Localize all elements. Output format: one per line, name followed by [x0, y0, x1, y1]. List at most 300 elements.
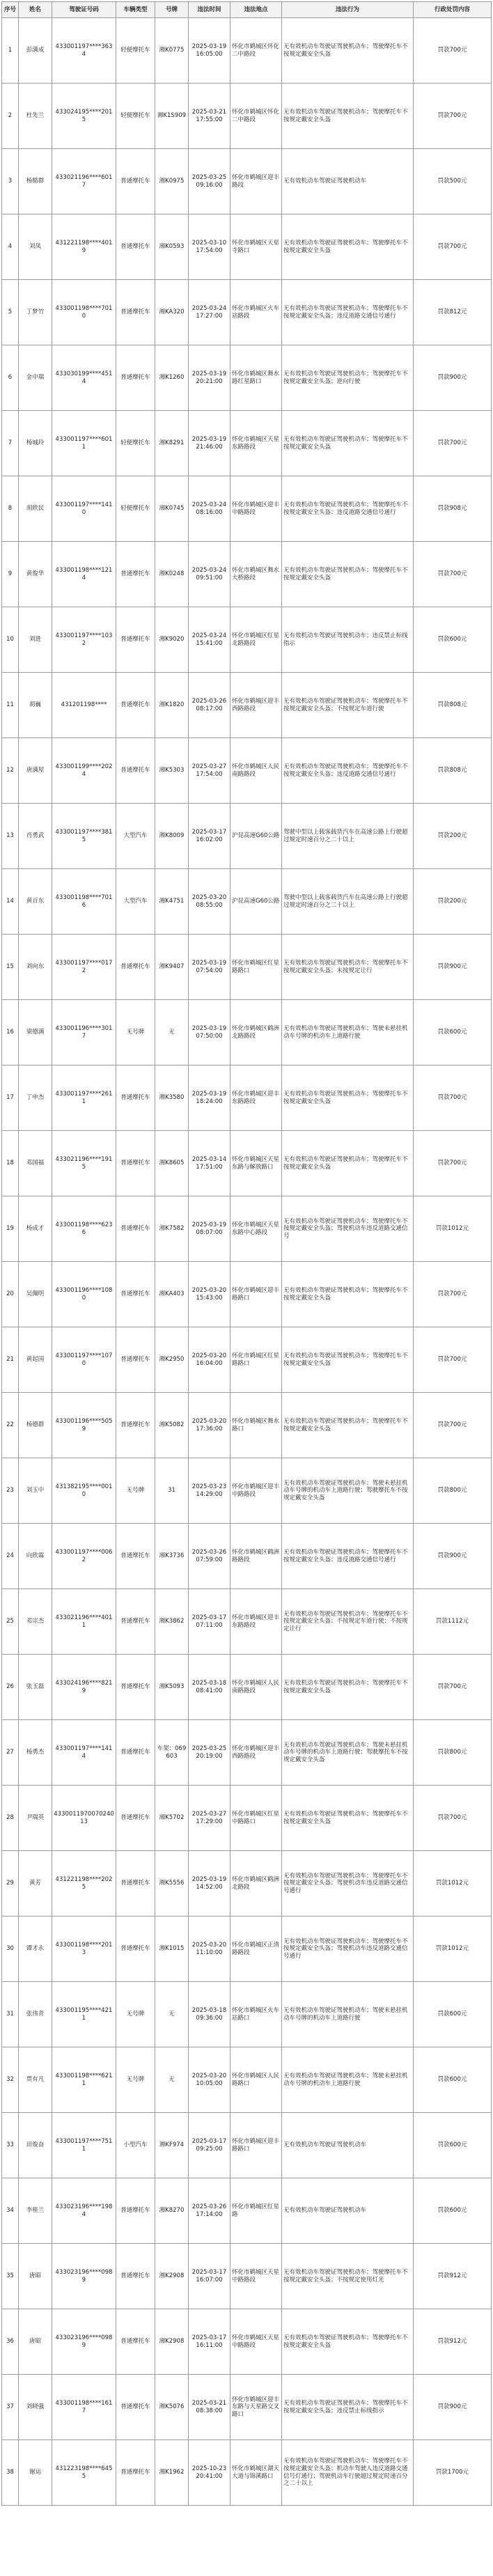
table-row: [2, 935, 492, 1000]
table-row: [2, 1982, 492, 2047]
cell-violation: 无有效机动车驾驶证驾驶机动车；驾驶摩托车不按规定戴安全头盔；违反道路交通信号通行: [282, 1524, 414, 1589]
cell-plate: 湘K5076: [155, 2375, 189, 2440]
cell-violation: 无有效机动车驾驶证驾驶机动车；驾驶摩托车不按规定戴安全头盔；未按规定让行: [282, 935, 414, 1000]
cell-penalty: 罚款1112元: [414, 1589, 492, 1655]
cell-penalty: 罚款500元: [414, 149, 492, 214]
cell-violation: 无有效机动车驾驶证驾驶机动车；驾驶摩托车不按规定戴安全头盔；驾驶机动车违反道路交通信号通行: [282, 1917, 414, 1982]
cell-license: 433001198****6236: [52, 1196, 116, 1262]
cell-index: 14: [2, 869, 19, 935]
cell-vehicle-type: 普通摩托车: [116, 1131, 155, 1196]
cell-location: 怀化市鹤城区迎丰路路口: [230, 1262, 282, 1327]
cell-time: 2025-10-23 20:41:00: [189, 2440, 230, 2506]
cell-index: 12: [2, 738, 19, 804]
cell-license: 433001197****3634: [52, 18, 116, 84]
cell-index: 21: [2, 1327, 19, 1393]
cell-violation: 无有效机动车驾驶证驾驶机动车；驾驶摩托车不按规定戴安全头盔: [282, 411, 414, 476]
cell-penalty: 罚款600元: [414, 1000, 492, 1065]
cell-time: 2025-03-19 16:05:00: [189, 18, 230, 84]
cell-index: 27: [2, 1720, 19, 1786]
cell-license: 433001198****1214: [52, 542, 116, 607]
cell-penalty: 罚款600元: [414, 2113, 492, 2178]
cell-violation: 无有效机动车驾驶证驾驶机动车；驾驶摩托车不按规定戴安全头盔；机动车驾驶人违反道路交通信号灯通行；驾驶机动车行驶超过规定时速百分之二十以上: [282, 2440, 414, 2506]
cell-penalty: 罚款900元: [414, 1524, 492, 1589]
cell-vehicle-type: 普通摩托车: [116, 1262, 155, 1327]
cell-index: 1: [2, 18, 19, 84]
cell-violation: 无有效机动车驾驶证驾驶机动车；驾驶摩托车不按规定戴安全头盔；逆向行驶: [282, 345, 414, 411]
cell-license: 433001197007024013: [52, 1786, 116, 1851]
cell-plate: 湘K9407: [155, 935, 189, 1000]
cell-name: 谭才永: [19, 1917, 52, 1982]
cell-location: 怀化市鹤城区天星寺路口: [230, 214, 282, 280]
cell-name: 杨腊群: [19, 149, 52, 214]
cell-location: 怀化市鹤城区舞水路口: [230, 1393, 282, 1458]
cell-penalty: 罚款700元: [414, 1393, 492, 1458]
cell-plate: 湘K0745: [155, 476, 189, 542]
cell-plate: 无: [155, 1000, 189, 1065]
cell-location: 怀化市鹤城区红星路路口: [230, 1327, 282, 1393]
cell-penalty: 罚款808元: [414, 738, 492, 804]
table-row: [2, 149, 492, 214]
cell-index: 6: [2, 345, 19, 411]
cell-violation: 无有效机动车驾驶证驾驶机动车；驾驶摩托车不按规定戴安全头盔: [282, 1065, 414, 1131]
cell-index: 32: [2, 2047, 19, 2113]
cell-penalty: 罚款700元: [414, 18, 492, 84]
cell-time: 2025-03-17 16:07:00: [189, 2244, 230, 2309]
cell-time: 2025-03-17 07:11:00: [189, 1589, 230, 1655]
cell-location: 怀化市鹤城区湖天大道与锦溪路口: [230, 2440, 282, 2506]
cell-name: 刘向东: [19, 935, 52, 1000]
cell-penalty: 罚款700元: [414, 1262, 492, 1327]
cell-license: 433023196****0989: [52, 2244, 116, 2309]
cell-index: 16: [2, 1000, 19, 1065]
cell-name: 刘凤: [19, 214, 52, 280]
cell-vehicle-type: 无号牌: [116, 1458, 155, 1524]
cell-index: 2: [2, 84, 19, 149]
cell-license: 433001195****4211: [52, 1982, 116, 2047]
cell-name: 肖勇武: [19, 804, 52, 869]
table-row: [2, 1196, 492, 1262]
cell-time: 2025-03-27 17:29:00: [189, 1786, 230, 1851]
cell-index: 35: [2, 2244, 19, 2309]
table-row: [2, 476, 492, 542]
cell-plate: 湘K1260: [155, 345, 189, 411]
table-row: [2, 673, 492, 738]
cell-time: 2025-03-20 08:55:00: [189, 869, 230, 935]
cell-plate: 湘K0248: [155, 542, 189, 607]
table-row: [2, 1851, 492, 1917]
cell-license: 433021196****4011: [52, 1589, 116, 1655]
cell-vehicle-type: 普通摩托车: [116, 2375, 155, 2440]
cell-penalty: 罚款200元: [414, 869, 492, 935]
cell-violation: 无有效机动车驾驶证驾驶机动车；驾驶摩托车不按规定戴安全头盔: [282, 18, 414, 84]
cell-vehicle-type: 普通摩托车: [116, 1786, 155, 1851]
cell-index: 24: [2, 1524, 19, 1589]
col-header-location: 违法地点: [230, 2, 282, 18]
cell-time: 2025-03-19 20:21:00: [189, 345, 230, 411]
cell-index: 3: [2, 149, 19, 214]
cell-index: 34: [2, 2178, 19, 2244]
cell-time: 2025-03-17 09:25:00: [189, 2113, 230, 2178]
cell-time: 2025-03-20 17:36:00: [189, 1393, 230, 1458]
cell-index: 9: [2, 542, 19, 607]
cell-index: 10: [2, 607, 19, 673]
cell-license: 433001197****3815: [52, 804, 116, 869]
cell-name: 杨勇杰: [19, 1720, 52, 1786]
cell-time: 2025-03-19 07:54:00: [189, 935, 230, 1000]
cell-license: 433001196****1080: [52, 1262, 116, 1327]
cell-vehicle-type: 普通摩托车: [116, 2440, 155, 2506]
cell-index: 31: [2, 1982, 19, 2047]
table-row: [2, 2440, 492, 2506]
cell-penalty: 罚款1700元: [414, 2440, 492, 2506]
col-header-penalty: 行政处罚内容: [414, 2, 492, 18]
cell-violation: 无有效机动车驾驶证驾驶机动车；驾驶摩托车不按规定戴安全头盔: [282, 1262, 414, 1327]
cell-name: 胡巍: [19, 673, 52, 738]
cell-penalty: 罚款200元: [414, 804, 492, 869]
table-row: [2, 869, 492, 935]
cell-location: 怀化市鹤城区火车站路口: [230, 1982, 282, 2047]
cell-time: 2025-03-19 07:50:00: [189, 1000, 230, 1065]
cell-violation: 无有效机动车驾驶证驾驶机动车；驾驶摩托车不按规定戴安全头盔；不按规定使用灯光: [282, 2244, 414, 2309]
cell-location: 怀化市鹤城区迎丰路段: [230, 149, 282, 214]
cell-time: 2025-03-20 10:05:00: [189, 2047, 230, 2113]
cell-plate: 湘K9020: [155, 607, 189, 673]
cell-index: 36: [2, 2309, 19, 2375]
cell-plate: 湘K1820: [155, 673, 189, 738]
table-row: [2, 280, 492, 345]
cell-license: 431221198****2025: [52, 1851, 116, 1917]
cell-vehicle-type: 大型汽车: [116, 869, 155, 935]
cell-name: 张玉磊: [19, 1655, 52, 1720]
cell-penalty: 罚款700元: [414, 1655, 492, 1720]
cell-license: 433030199****4514: [52, 345, 116, 411]
cell-license: 433001198****7010: [52, 280, 116, 345]
cell-location: 怀化市鹤城区红星路: [230, 2178, 282, 2244]
cell-plate: 湘K3580: [155, 1065, 189, 1131]
cell-name: 金中瑞: [19, 345, 52, 411]
cell-plate: 湘K1962: [155, 2440, 189, 2506]
cell-time: 2025-03-20 16:04:00: [189, 1327, 230, 1393]
cell-name: 贾有凡: [19, 2047, 52, 2113]
cell-location: 怀化市鹤城区鹤洲路路段: [230, 1524, 282, 1589]
cell-vehicle-type: 普通摩托车: [116, 1327, 155, 1393]
cell-location: 怀化市鹤城区天星中路路段: [230, 2244, 282, 2309]
cell-penalty: 罚款1012元: [414, 1851, 492, 1917]
cell-vehicle-type: 普通摩托车: [116, 2178, 155, 2244]
cell-index: 20: [2, 1262, 19, 1327]
cell-location: 怀化市鹤城区迎丰东路与天星路交叉路口: [230, 2375, 282, 2440]
cell-plate: 湘K5093: [155, 1655, 189, 1720]
table-row: [2, 607, 492, 673]
cell-time: 2025-03-14 17:51:00: [189, 1131, 230, 1196]
cell-plate: 湘K8291: [155, 411, 189, 476]
table-row: [2, 1458, 492, 1524]
cell-plate: 湘K1S909: [155, 84, 189, 149]
cell-vehicle-type: 普通摩托车: [116, 345, 155, 411]
cell-violation: 无有效机动车驾驶证驾驶机动车；驾驶摩托车不按规定戴安全头盔；驾驶机动车违反道路交通信号: [282, 1196, 414, 1262]
cell-license: 431201198****: [52, 673, 116, 738]
cell-plate: 湘KA403: [155, 1262, 189, 1327]
table-row: [2, 345, 492, 411]
cell-violation: 驾驶中型以上载客载货汽车在高速公路上行驶超过规定时速百分之二十以上: [282, 869, 414, 935]
cell-index: 22: [2, 1393, 19, 1458]
cell-vehicle-type: 普通摩托车: [116, 214, 155, 280]
col-header-index: 序号: [2, 2, 19, 18]
cell-plate: 湘K5303: [155, 738, 189, 804]
cell-location: 怀化市鹤城区红星中路路口: [230, 1786, 282, 1851]
cell-vehicle-type: 普通摩托车: [116, 542, 155, 607]
cell-license: 433001196****3017: [52, 1000, 116, 1065]
cell-vehicle-type: 普通摩托车: [116, 1589, 155, 1655]
cell-license: 433001198****6211: [52, 2047, 116, 2113]
cell-violation: 驾驶中型以上载客载货汽车在高速公路上行驶超过规定时速百分之二十以上: [282, 804, 414, 869]
cell-violation: 无有效机动车驾驶证驾驶机动车；驾驶未悬挂机动车号牌的机动车上道路行驶: [282, 1000, 414, 1065]
cell-plate: 湘K3736: [155, 1524, 189, 1589]
cell-name: 杨成才: [19, 1196, 52, 1262]
cell-violation: 无有效机动车驾驶证驾驶机动车；驾驶摩托车不按规定戴安全头盔: [282, 1131, 414, 1196]
cell-time: 2025-03-26 08:17:00: [189, 673, 230, 738]
cell-name: 杨德群: [19, 1393, 52, 1458]
header-row: [2, 2, 492, 18]
cell-index: 11: [2, 673, 19, 738]
table-row: [2, 214, 492, 280]
cell-penalty: 罚款900元: [414, 935, 492, 1000]
cell-location: 怀化市鹤城区迎丰西路路段: [230, 673, 282, 738]
cell-location: 怀化市鹤城区迎丰中路路段: [230, 476, 282, 542]
cell-vehicle-type: 普通摩托车: [116, 607, 155, 673]
cell-license: 431382195****0010: [52, 1458, 116, 1524]
cell-violation: 无有效机动车驾驶证驾驶机动车；驾驶未悬挂机动车号牌的机动车上道路行驶；驾驶摩托车不按规定戴安全头盔: [282, 1458, 414, 1524]
table-row: [2, 1786, 492, 1851]
cell-license: 433001198****1617: [52, 2375, 116, 2440]
cell-violation: 无有效机动车驾驶证驾驶机动车；驾驶摩托车不按规定戴安全头盔；驾驶机动车违反道路交通信号通行: [282, 1851, 414, 1917]
cell-location: 怀化市鹤城区正清路路段: [230, 1917, 282, 1982]
table-row: [2, 84, 492, 149]
cell-location: 沪昆高速G60公路: [230, 804, 282, 869]
cell-vehicle-type: 轻便摩托车: [116, 476, 155, 542]
cell-location: 怀化市鹤城区鹤洲北路段: [230, 1851, 282, 1917]
cell-vehicle-type: 小型汽车: [116, 2113, 155, 2178]
cell-plate: 湘K8270: [155, 2178, 189, 2244]
cell-plate: 湘K0775: [155, 18, 189, 84]
cell-license: 433023196****0989: [52, 2309, 116, 2375]
cell-vehicle-type: 普通摩托车: [116, 1851, 155, 1917]
cell-location: 怀化市鹤城区迎丰中路路段: [230, 1458, 282, 1524]
col-header-vehicle-type: 车辆类型: [116, 2, 155, 18]
cell-vehicle-type: 轻便摩托车: [116, 18, 155, 84]
cell-index: 33: [2, 2113, 19, 2178]
cell-vehicle-type: 无号牌: [116, 1000, 155, 1065]
cell-license: 433001196****5059: [52, 1393, 116, 1458]
cell-name: 邓国福: [19, 1131, 52, 1196]
cell-vehicle-type: 普通摩托车: [116, 1524, 155, 1589]
table-row: [2, 18, 492, 84]
cell-time: 2025-03-25 09:16:00: [189, 149, 230, 214]
cell-index: 29: [2, 1851, 19, 1917]
cell-vehicle-type: 普通摩托车: [116, 149, 155, 214]
cell-name: 唐昭: [19, 2309, 52, 2375]
table-row: [2, 2244, 492, 2309]
cell-plate: 湘K7582: [155, 1196, 189, 1262]
cell-index: 23: [2, 1458, 19, 1524]
cell-plate: 湘K5082: [155, 1393, 189, 1458]
cell-name: 尹瑞英: [19, 1786, 52, 1851]
cell-vehicle-type: 轻便摩托车: [116, 411, 155, 476]
cell-time: 2025-03-27 17:54:00: [189, 738, 230, 804]
cell-plate: 31: [155, 1458, 189, 1524]
cell-name: 李桂兰: [19, 2178, 52, 2244]
cell-plate: 湘K0593: [155, 214, 189, 280]
cell-plate: 湘K1015: [155, 1917, 189, 1982]
cell-license: 433001197****1032: [52, 607, 116, 673]
table-row: [2, 2309, 492, 2375]
table-row: [2, 2178, 492, 2244]
cell-name: 黄俊华: [19, 542, 52, 607]
cell-index: 37: [2, 2375, 19, 2440]
cell-violation: 无有效机动车驾驶证驾驶机动车；驾驶摩托车不按规定戴安全头盔；违反道路交通信号通行: [282, 738, 414, 804]
cell-violation: 无有效机动车驾驶证驾驶机动车；驾驶摩托车不按规定戴安全头盔: [282, 2309, 414, 2375]
cell-location: 怀化市鹤城区鹤洲北路路段: [230, 1000, 282, 1065]
cell-plate: 湘K8009: [155, 804, 189, 869]
cell-name: 刘进: [19, 607, 52, 673]
cell-location: 怀化市鹤城区迎丰东路路段: [230, 1065, 282, 1131]
table-row: [2, 1000, 492, 1065]
cell-name: 丁梦竹: [19, 280, 52, 345]
violations-table: [1, 1, 492, 2506]
cell-license: 433001197****7511: [52, 2113, 116, 2178]
cell-vehicle-type: 普通摩托车: [116, 935, 155, 1000]
cell-violation: 无有效机动车驾驶证驾驶机动车；驾驶摩托车不按规定戴安全头盔: [282, 1327, 414, 1393]
table-row: [2, 738, 492, 804]
cell-license: 433001198****7016: [52, 869, 116, 935]
cell-time: 2025-03-24 15:41:00: [189, 607, 230, 673]
table-row: [2, 1655, 492, 1720]
cell-penalty: 罚款912元: [414, 2244, 492, 2309]
cell-violation: 无有效机动车驾驶证驾驶机动车；驾驶摩托车不按规定戴安全头盔: [282, 542, 414, 607]
cell-license: 433001197****0172: [52, 935, 116, 1000]
cell-license: 433021196****6017: [52, 149, 116, 214]
cell-plate: 湘K5556: [155, 1851, 189, 1917]
cell-time: 2025-03-17 16:02:00: [189, 804, 230, 869]
cell-penalty: 罚款800元: [414, 1720, 492, 1786]
table-row: [2, 1262, 492, 1327]
cell-index: 5: [2, 280, 19, 345]
cell-violation: 无有效机动车驾驶证驾驶机动车；驾驶摩托车不按规定戴安全头盔；违反禁止标线指示: [282, 2375, 414, 2440]
cell-license: 431221198****4019: [52, 214, 116, 280]
cell-name: 黄百东: [19, 869, 52, 935]
cell-violation: 无有效机动车驾驶证驾驶机动车；驾驶摩托车不按规定戴安全头盔；不按规定车道行驶: [282, 673, 414, 738]
cell-time: 2025-03-23 14:29:00: [189, 1458, 230, 1524]
cell-plate: 无: [155, 2047, 189, 2113]
cell-license: 433001197****0062: [52, 1524, 116, 1589]
col-header-license: 驾驶证号码: [52, 2, 116, 18]
cell-location: 怀化市鹤城区怀化二中路段: [230, 18, 282, 84]
cell-location: 怀化市鹤城区人民南路路段: [230, 738, 282, 804]
cell-penalty: 罚款600元: [414, 2047, 492, 2113]
cell-plate: 湘K2908: [155, 2244, 189, 2309]
cell-license: 431223198****6455: [52, 2440, 116, 2506]
cell-penalty: 罚款800元: [414, 1458, 492, 1524]
cell-time: 2025-03-19 14:52:00: [189, 1851, 230, 1917]
cell-location: 怀化市鹤城区人民南路路段: [230, 1655, 282, 1720]
cell-index: 13: [2, 804, 19, 869]
cell-name: 唐满屋: [19, 738, 52, 804]
cell-location: 怀化市鹤城区舞水路红星路口: [230, 345, 282, 411]
cell-name: 刘晓强: [19, 2375, 52, 2440]
cell-violation: 无有效机动车驾驶证驾驶机动车: [282, 149, 414, 214]
cell-name: 张伟青: [19, 1982, 52, 2047]
cell-penalty: 罚款900元: [414, 345, 492, 411]
cell-violation: 无有效机动车驾驶证驾驶机动车；驾驶未悬挂机动车号牌的机动车上道路行驶: [282, 1982, 414, 2047]
cell-time: 2025-03-17 16:11:00: [189, 2309, 230, 2375]
cell-penalty: 罚款700元: [414, 84, 492, 149]
cell-violation: 无有效机动车驾驶证驾驶机动车；驾驶未悬挂机动车号牌的机动车上道路行驶: [282, 2047, 414, 2113]
cell-time: 2025-03-19 21:46:00: [189, 411, 230, 476]
cell-location: 怀化市鹤城区怀化二中路段: [230, 84, 282, 149]
cell-violation: 无有效机动车驾驶证驾驶机动车；驾驶摩托车不按规定戴安全头盔: [282, 84, 414, 149]
cell-index: 8: [2, 476, 19, 542]
cell-plate: 湘K2950: [155, 1327, 189, 1393]
cell-name: 吴佩明: [19, 1262, 52, 1327]
cell-name: 田俊奋: [19, 2113, 52, 2178]
cell-license: 433024195****2015: [52, 84, 116, 149]
cell-name: 黄芳: [19, 1851, 52, 1917]
cell-location: 怀化市鹤城区红星北路路段: [230, 607, 282, 673]
cell-license: 433001197****2611: [52, 1065, 116, 1131]
cell-plate: 湘K3862: [155, 1589, 189, 1655]
cell-vehicle-type: 普通摩托车: [116, 1196, 155, 1262]
cell-plate: 无: [155, 1982, 189, 2047]
cell-name: 彭满成: [19, 18, 52, 84]
table-row: [2, 2113, 492, 2178]
cell-index: 30: [2, 1917, 19, 1982]
cell-violation: 无有效机动车驾驶证驾驶机动车；驾驶摩托车不按规定戴安全头盔；不按规定车道行驶；不按规定让行: [282, 1589, 414, 1655]
cell-plate: 车架：069603: [155, 1720, 189, 1786]
cell-penalty: 罚款1012元: [414, 1196, 492, 1262]
cell-location: 怀化市鹤城区天星东路路段: [230, 411, 282, 476]
cell-location: 怀化市鹤城区人民路路口: [230, 2047, 282, 2113]
cell-time: 2025-03-24 17:27:00: [189, 280, 230, 345]
cell-penalty: 罚款808元: [414, 673, 492, 738]
cell-license: 433023196****1984: [52, 2178, 116, 2244]
table-row: [2, 1589, 492, 1655]
cell-vehicle-type: 轻便摩托车: [116, 84, 155, 149]
cell-vehicle-type: 普通摩托车: [116, 1393, 155, 1458]
cell-time: 2025-03-19 08:07:00: [189, 1196, 230, 1262]
cell-violation: 无有效机动车驾驶证驾驶机动车；驾驶摩托车不按规定戴安全头盔；违反道路交通信号通行: [282, 476, 414, 542]
cell-name: 胡欣民: [19, 476, 52, 542]
cell-location: 怀化市鹤城区天星东路与解放路口: [230, 1131, 282, 1196]
cell-violation: 无有效机动车驾驶证驾驶机动车；驾驶摩托车不按规定戴安全头盔: [282, 1393, 414, 1458]
cell-vehicle-type: 普通摩托车: [116, 673, 155, 738]
cell-violation: 无有效机动车驾驶证驾驶机动车；驾驶摩托车不按规定戴安全头盔: [282, 1786, 414, 1851]
cell-violation: 无有效机动车驾驶证驾驶机动车: [282, 2178, 414, 2244]
cell-location: 怀化市鹤城区天星中路路段: [230, 2309, 282, 2375]
col-header-time: 违法时间: [189, 2, 230, 18]
cell-time: 2025-03-21 08:38:00: [189, 2375, 230, 2440]
table-row: [2, 1065, 492, 1131]
cell-location: 怀化市鹤城区迎丰东路路段: [230, 1589, 282, 1655]
cell-plate: 湘K5702: [155, 1786, 189, 1851]
cell-name: 杨城玲: [19, 411, 52, 476]
cell-license: 433001197****6011: [52, 411, 116, 476]
table-row: [2, 542, 492, 607]
cell-vehicle-type: 普通摩托车: [116, 738, 155, 804]
cell-vehicle-type: 普通摩托车: [116, 1065, 155, 1131]
table-row: [2, 1393, 492, 1458]
cell-license: 433001197****1414: [52, 1720, 116, 1786]
cell-name: 杜先兰: [19, 84, 52, 149]
